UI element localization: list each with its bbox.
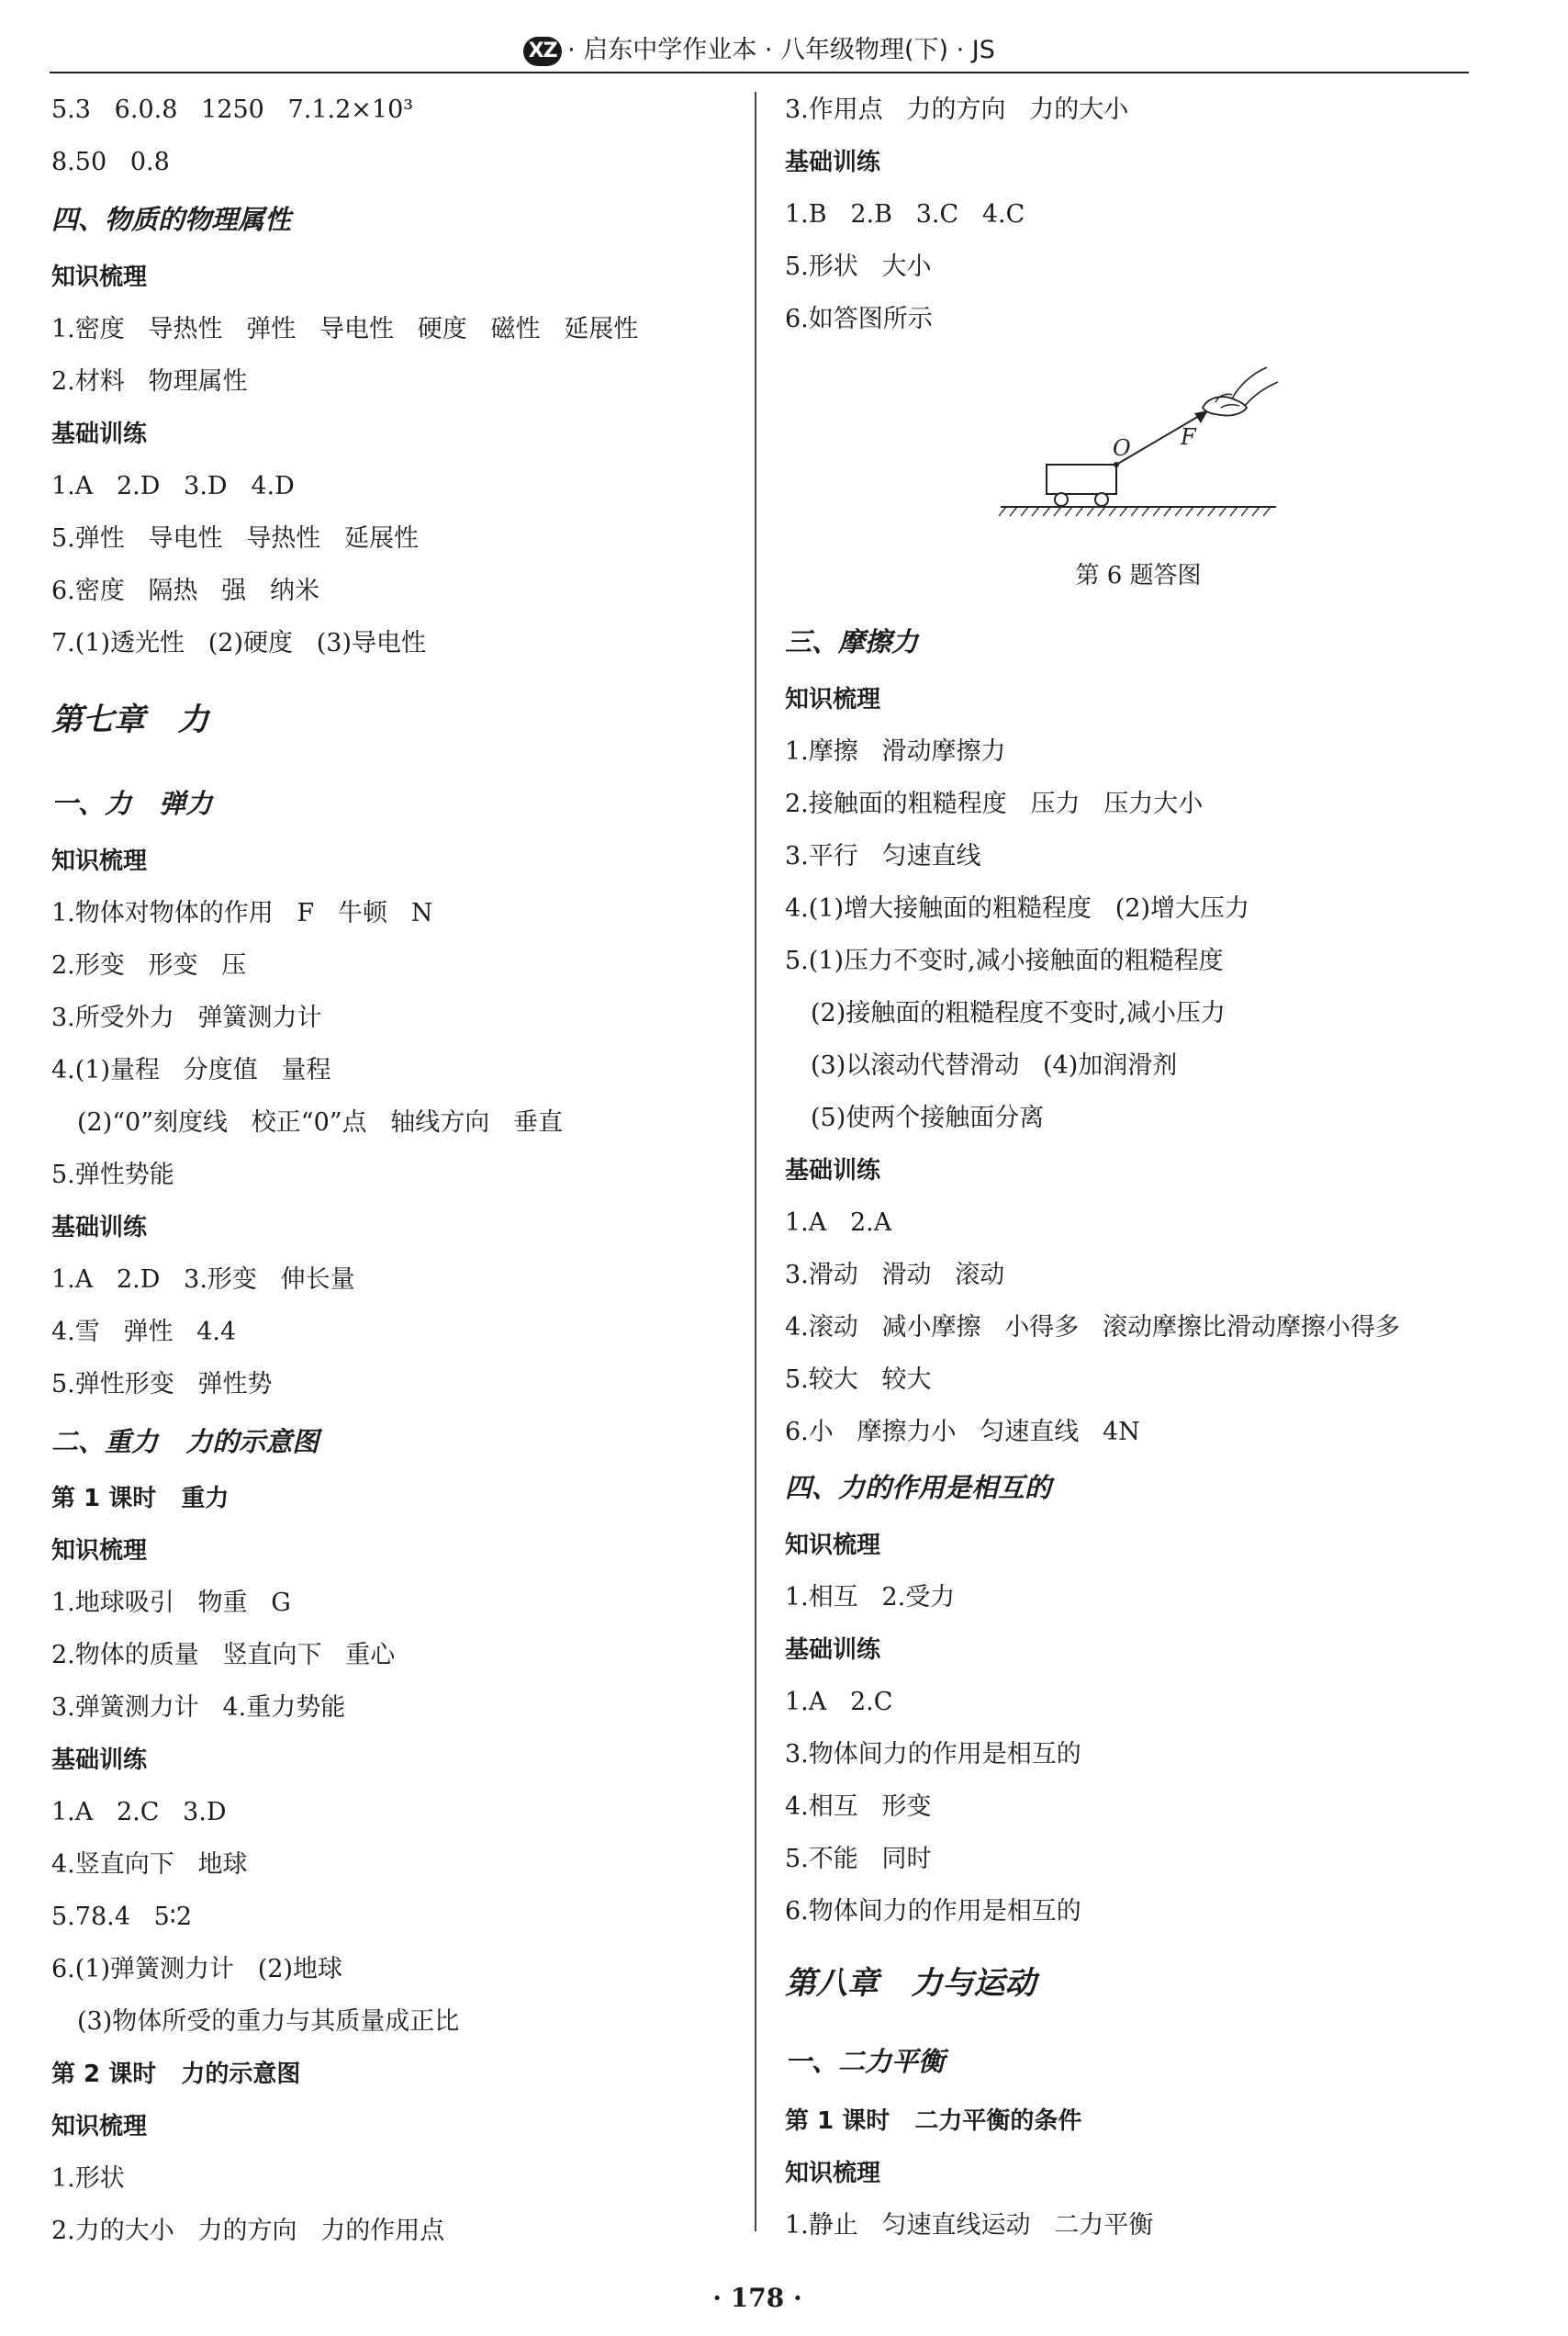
answer-line: 6.如答图所示 [785,305,933,333]
answer-line: 5.弹性 导电性 导热性 延展性 [51,524,420,553]
answer-line: 4.滚动 减小摩擦 小得多 滚动摩擦比滑动摩擦小得多 [785,1313,1401,1342]
answer-line: 5.不能 同时 [785,1845,932,1873]
answer-line: (5)使两个接触面分离 [811,1104,1045,1132]
answer-line: 7.(1)透光性 (2)硬度 (3)导电性 [51,629,426,657]
answer-line: 2.力的大小 力的方向 力的作用点 [51,2217,445,2245]
answer-line: 3.弹簧测力计 4.重力势能 [51,1693,346,1722]
column-divider [755,92,756,2231]
answer-line: 1.B 2.B 3.C 4.C [785,200,1025,229]
subsection-label: 基础训练 [51,1214,148,1241]
answer-line: 1.A 2.A [785,1208,892,1237]
subsection-label: 知识梳理 [51,1537,148,1565]
answer-figure [991,349,1285,533]
answer-line: 3.平行 匀速直线 [785,842,981,870]
lesson-title: 第 1 课时 二力平衡的条件 [785,2107,1082,2135]
answer-line: (2)“0”刻度线 校正“0”点 轴线方向 垂直 [77,1108,564,1137]
answer-line: 6.物体间力的作用是相互的 [785,1897,1081,1926]
answer-line: 6.(1)弹簧测力计 (2)地球 [51,1955,342,1983]
page-header [50,29,1469,72]
figure-caption: 第 6 题答图 [1075,562,1202,590]
answer-line: 2.物体的质量 竖直向下 重心 [51,1641,396,1669]
answer-line: 5.弹性形变 弹性势 [51,1370,273,1398]
answer-line: 5.(1)压力不变时,减小接触面的粗糙程度 [785,947,1224,975]
answer-line: 4.相互 形变 [785,1792,932,1821]
ground-hatching [999,507,1271,516]
answer-line: 1.A 2.D 3.D 4.D [51,472,295,500]
answer-line: 4.竖直向下 地球 [51,1850,248,1879]
answer-line: 1.A 2.D 3.形变 伸长量 [51,1265,355,1294]
section-title: 一、二力平衡 [785,2046,946,2077]
subsection-label: 知识梳理 [785,686,881,713]
answer-line: 2.形变 形变 压 [51,951,247,980]
subsection-label: 基础训练 [51,421,148,448]
answer-line: 1.密度 导热性 弹性 导电性 硬度 磁性 延展性 [51,315,639,343]
subsection-label: 知识梳理 [51,264,148,291]
answer-line: 5.78.4 5∶2 [51,1903,193,1931]
answer-line: 4.(1)增大接触面的粗糙程度 (2)增大压力 [785,894,1249,923]
answer-line: 1.静止 匀速直线运动 二力平衡 [785,2211,1154,2240]
answer-line: 2.接触面的粗糙程度 压力 压力大小 [785,790,1204,818]
cart-body [1047,465,1116,494]
cart-wheel [1095,493,1108,506]
answer-line: (3)以滚动代替滑动 (4)加润滑剂 [811,1051,1178,1080]
point-o-label: O [1113,435,1131,461]
header-rule [50,72,1469,73]
page-number: · 178 · [712,2283,802,2313]
arm-outline [1232,367,1278,406]
answer-line: 5.形状 大小 [785,253,932,281]
section-title: 二、重力 力的示意图 [51,1426,319,1457]
subsection-label: 知识梳理 [785,2160,881,2187]
answer-line: 3.所受外力 弹簧测力计 [51,1004,322,1032]
publisher-logo: XZ [523,37,562,66]
answer-line: 3.物体间力的作用是相互的 [785,1740,1081,1769]
subsection-label: 知识梳理 [51,2113,148,2140]
answer-line: 1.形状 [51,2164,125,2193]
section-title: 四、物质的物理属性 [51,204,292,235]
section-title: 一、力 弹力 [51,788,213,819]
subsection-label: 基础训练 [785,1636,881,1664]
cart-wheel [1055,493,1068,506]
answer-line: 5.较大 较大 [785,1365,932,1394]
answer-line: 3.滑动 滑动 滚动 [785,1261,1005,1289]
subsection-label: 知识梳理 [785,1532,881,1559]
section-title: 三、摩擦力 [785,626,919,657]
subsection-label: 基础训练 [785,149,881,176]
answer-line: 1.地球吸引 物重 G [51,1589,291,1617]
answer-line: 8.50 0.8 [51,148,170,176]
chapter-title: 第七章 力 [51,702,209,738]
subsection-label: 知识梳理 [51,848,148,875]
subsection-label: 基础训练 [785,1157,881,1185]
answer-line: 1.摩擦 滑动摩擦力 [785,737,1006,766]
answer-line: 2.材料 物理属性 [51,367,248,396]
answer-line: 4.(1)量程 分度值 量程 [51,1056,331,1084]
answer-line: 4.雪 弹性 4.4 [51,1318,237,1346]
lesson-title: 第 2 课时 力的示意图 [51,2061,301,2088]
answer-line: 5.3 6.0.8 1250 7.1.2×10³ [51,95,414,124]
lesson-title: 第 1 课时 重力 [51,1485,230,1512]
force-f-label: F [1181,424,1196,450]
answer-line: 6.小 摩擦力小 匀速直线 4N [785,1418,1140,1446]
answer-line: 1.A 2.C [785,1688,893,1716]
subsection-label: 基础训练 [51,1746,148,1774]
answer-line: 3.作用点 力的方向 力的大小 [785,95,1129,124]
answer-line: (2)接触面的粗糙程度不变时,减小压力 [811,999,1226,1028]
force-point [1114,462,1119,467]
answer-line: 1.A 2.C 3.D [51,1798,227,1826]
answer-line: 1.相互 2.受力 [785,1583,956,1612]
answer-line: 1.物体对物体的作用 F 牛顿 N [51,899,433,927]
section-title: 四、力的作用是相互的 [785,1472,1052,1503]
answer-line: 6.密度 隔热 强 纳米 [51,577,320,605]
chapter-title: 第八章 力与运动 [785,1965,1036,2002]
header-title: · 启东中学作业本 · 八年级物理(下) · JS [567,36,995,64]
answer-line: (3)物体所受的重力与其质量成正比 [77,2007,460,2036]
answer-line: 5.弹性势能 [51,1161,174,1189]
